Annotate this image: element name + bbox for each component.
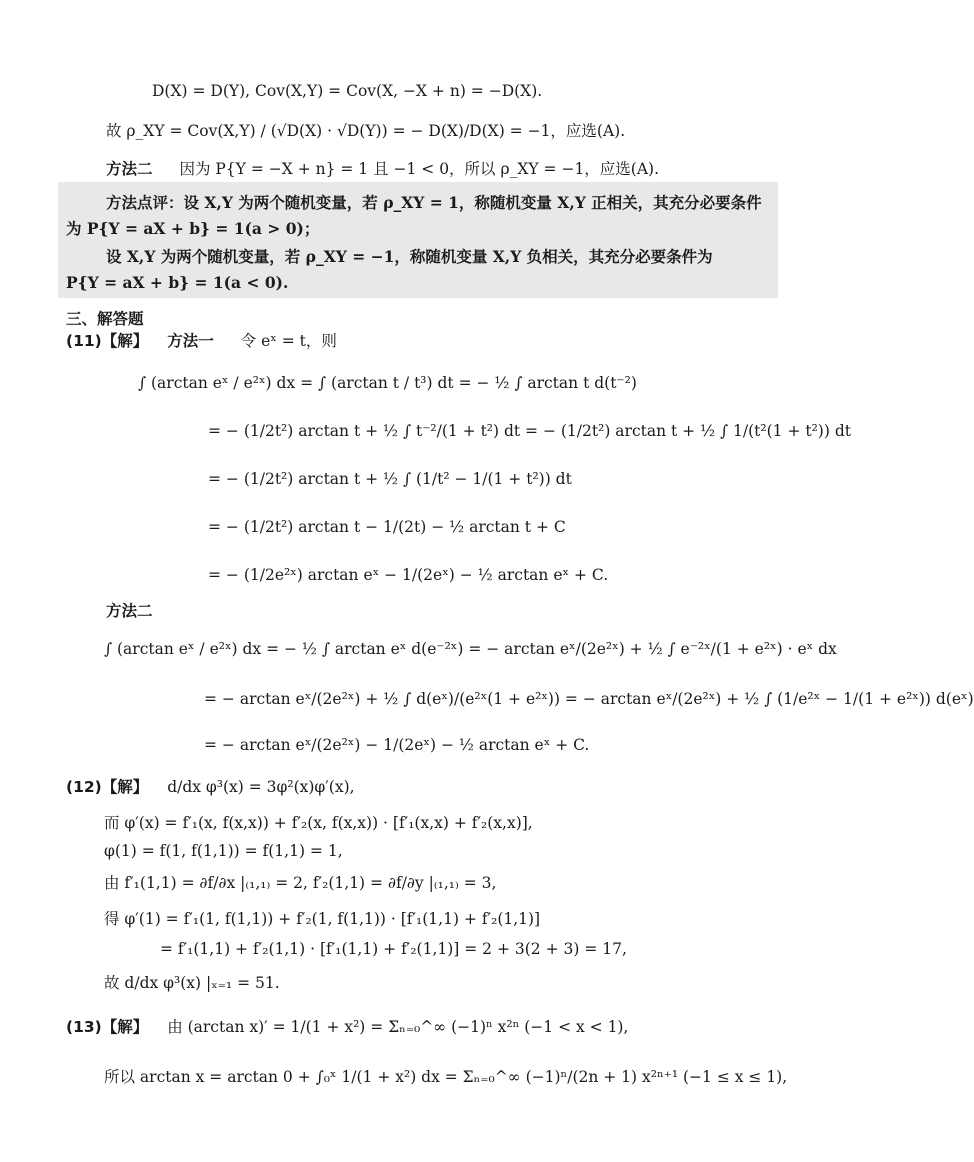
equation-line: = − arctan eˣ/(2e²ˣ) − 1/(2eˣ) − ½ arctan eˣ + C.	[204, 736, 590, 754]
equation-line: 由 (arctan x)′ = 1/(1 + x²) = Σₙ₌₀^∞ (−1)ⁿ x²ⁿ (−1 < x < 1),	[167, 1018, 629, 1036]
text-line: 令 eˣ = t，则	[240, 332, 337, 350]
equation-line: 而 φ′(x) = f′₁(x, f(x,x)) + f′₂(x, f(x,x)) · [f′₁(x,x) + f′₂(x,x)],	[104, 814, 533, 832]
equation-line: = − (1/2e²ˣ) arctan eˣ − 1/(2eˣ) − ½ arctan eˣ + C.	[208, 566, 609, 584]
equation-line: 得 φ′(1) = f′₁(1, f(1,1)) + f′₂(1, f(1,1)) · [f′₁(1,1) + f′₂(1,1)]	[104, 910, 541, 928]
question-header	[66, 776, 355, 798]
question-header	[66, 330, 337, 352]
note-label: 方法点评：	[106, 194, 184, 212]
question-number: (13)【解】	[66, 1018, 149, 1036]
method-label: 方法二	[106, 602, 153, 620]
equation-line: = − arctan eˣ/(2e²ˣ) + ½ ∫ d(eˣ)/(e²ˣ(1 + e²ˣ)) = − arctan eˣ/(2e²ˣ) + ½ ∫ (1/e²ˣ − 1/(1 + e²ˣ)) d(eˣ)	[204, 690, 974, 708]
equation-line: = f′₁(1,1) + f′₂(1,1) · [f′₁(1,1) + f′₂(1,1)] = 2 + 3(2 + 3) = 17,	[160, 940, 627, 958]
text-line: D(X) = D(Y), Cov(X,Y) = Cov(X, −X + n) = −D(X).	[152, 82, 543, 100]
text-line: 故 ρ_XY = Cov(X,Y) / (√D(X) · √D(Y)) = − D(X)/D(X) = −1，应选(A).	[106, 122, 626, 140]
equation-line: 由 f′₁(1,1) = ∂f/∂x |₍₁,₁₎ = 2, f′₂(1,1) = ∂f/∂y |₍₁,₁₎ = 3,	[104, 874, 497, 892]
equation-line: 故 d/dx φ³(x) |ₓ₌₁ = 51.	[104, 974, 280, 992]
question-number: (12)【解】	[66, 778, 149, 796]
equation-line: d/dx φ³(x) = 3φ²(x)φ′(x),	[167, 778, 355, 796]
equation-line: = − (1/2t²) arctan t + ½ ∫ (1/t² − 1/(1 + t²)) dt	[208, 470, 572, 488]
note-text: 设 X,Y 为两个随机变量，若 ρ_XY = 1，称随机变量 X,Y 正相关，其充分必要条件	[183, 193, 762, 212]
note-line: 为 P{Y = aX + b} = 1(a > 0)；	[66, 219, 320, 238]
method-label: 方法一	[167, 332, 214, 350]
note-line: P{Y = aX + b} = 1(a < 0).	[66, 273, 289, 292]
equation-line: = − (1/2t²) arctan t − 1/(2t) − ½ arctan t + C	[208, 518, 566, 536]
text-line: 因为 P{Y = −X + n} = 1 且 −1 < 0，所以 ρ_XY = −1，应选(A).	[179, 160, 660, 178]
equation-line: 所以 arctan x = arctan 0 + ∫₀ˣ 1/(1 + x²) dx = Σₙ₌₀^∞ (−1)ⁿ/(2n + 1) x²ⁿ⁺¹ (−1 ≤ x ≤ 1),	[104, 1068, 788, 1086]
method-line	[106, 158, 659, 180]
question-header	[66, 1016, 628, 1038]
equation-line: = − (1/2t²) arctan t + ½ ∫ t⁻²/(1 + t²) dt = − (1/2t²) arctan t + ½ ∫ 1/(t²(1 + t²)) dt	[208, 422, 851, 440]
method-label: 方法二	[106, 160, 153, 178]
section-heading: 三、解答题	[66, 310, 144, 328]
equation-line: ∫ (arctan eˣ / e²ˣ) dx = − ½ ∫ arctan eˣ d(e⁻²ˣ) = − arctan eˣ/(2e²ˣ) + ½ ∫ e⁻²ˣ/(1 + e²ˣ) · eˣ dx	[104, 640, 837, 658]
equation-line: φ(1) = f(1, f(1,1)) = f(1,1) = 1,	[104, 842, 343, 860]
equation-line: ∫ (arctan eˣ / e²ˣ) dx = ∫ (arctan t / t³) dt = − ½ ∫ arctan t d(t⁻²)	[138, 374, 637, 392]
note-line	[106, 192, 762, 214]
question-number: (11)【解】	[66, 332, 149, 350]
note-line: 设 X,Y 为两个随机变量，若 ρ_XY = −1，称随机变量 X,Y 负相关，其充分必要条件为	[106, 247, 713, 266]
